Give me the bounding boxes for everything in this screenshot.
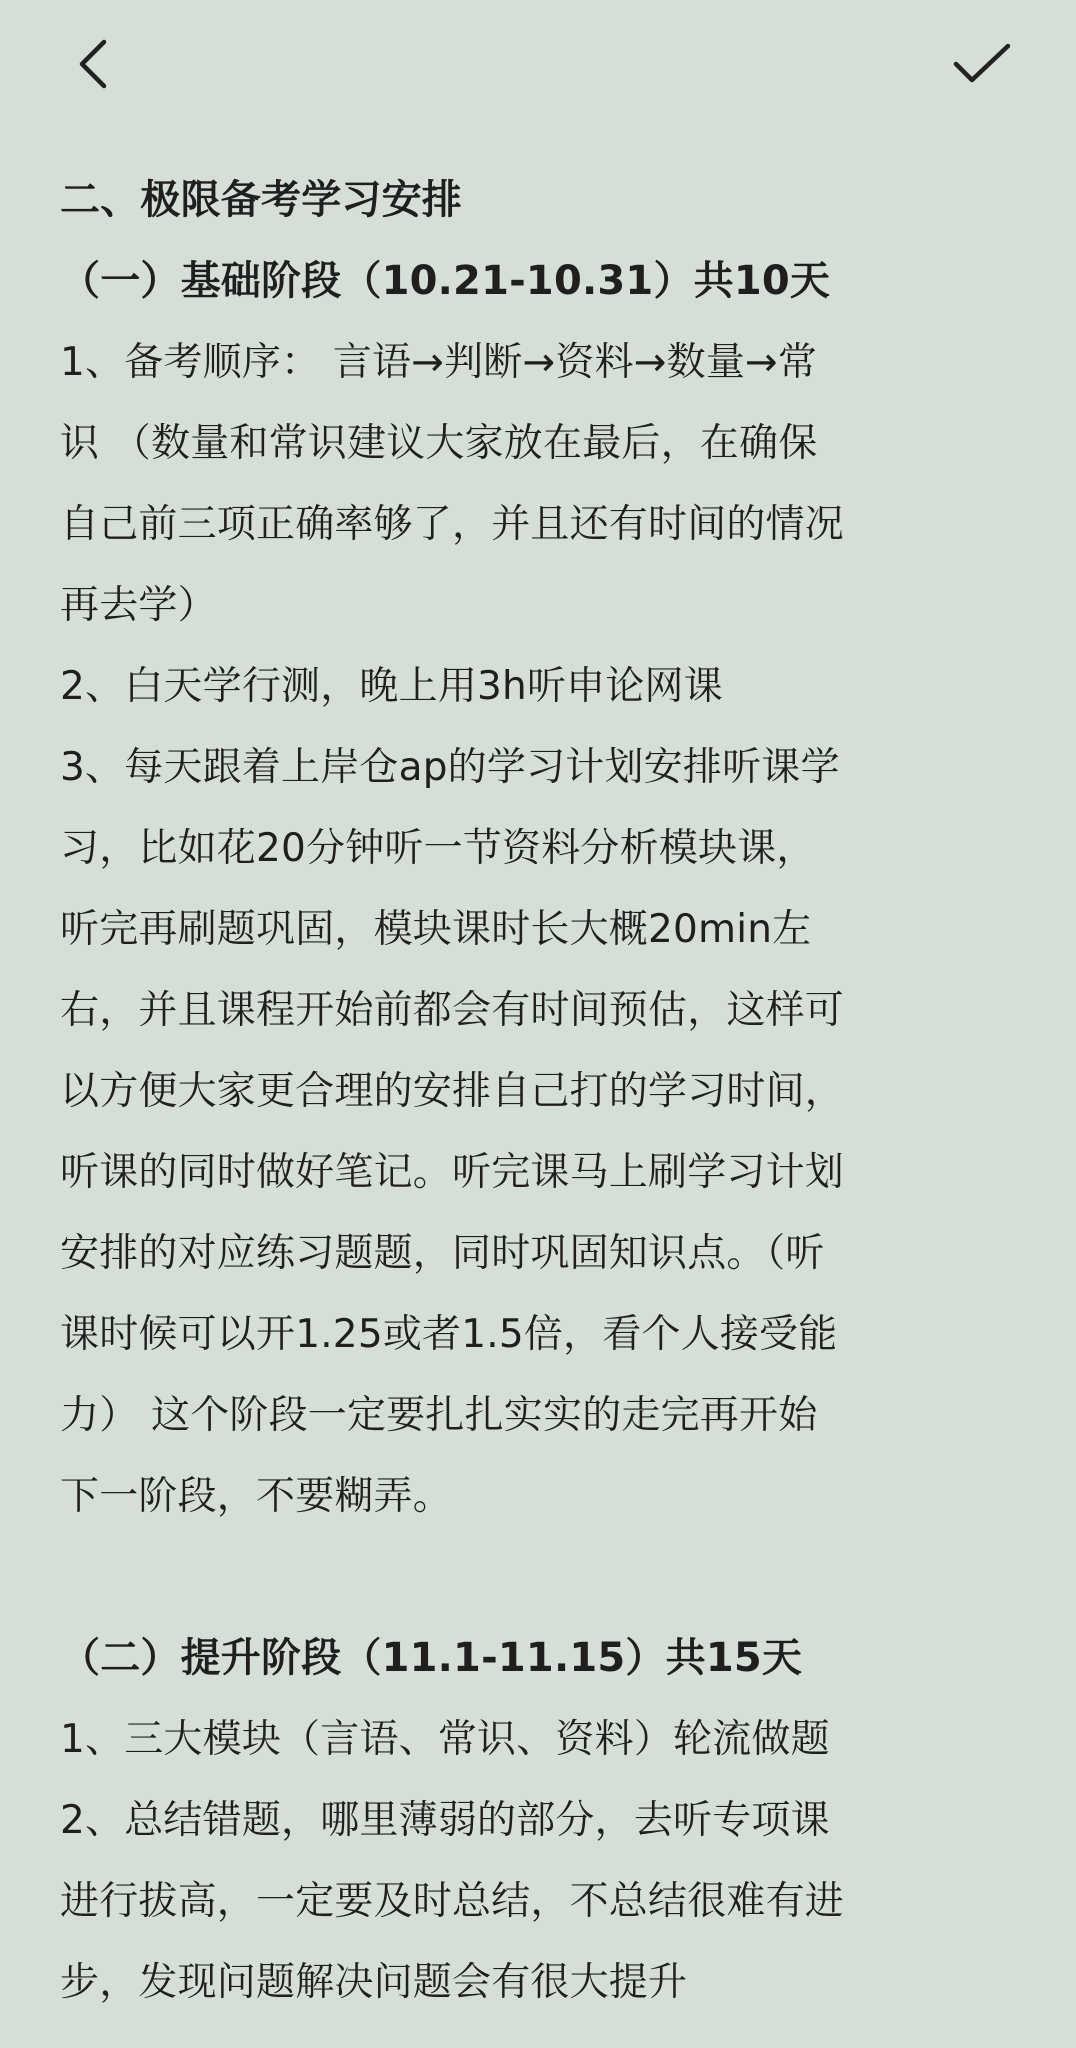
chevron-left-icon: [74, 36, 114, 92]
text-line: 力） 这个阶段一定要扎扎实实的走完再开始: [60, 1393, 818, 1438]
back-button[interactable]: [58, 28, 130, 100]
text-line: 听完再刷题巩固，模块课时长大概20min左: [60, 907, 812, 952]
top-bar: [0, 0, 1076, 150]
checkmark-icon: [952, 40, 1012, 88]
text-line: 再去学）: [60, 583, 217, 628]
text-line: 习，比如花20分钟听一节资料分析模块课，: [60, 826, 816, 871]
section-improve-stage: [60, 1618, 1020, 2023]
blank-line: [60, 1537, 1020, 1618]
text-line: 1、三大模块（言语、常识、资料）轮流做题: [60, 1717, 830, 1762]
text-line: 安排的对应练习题题，同时巩固知识点。（听: [60, 1231, 825, 1276]
text-line: 进行拔高，一定要及时总结，不总结很难有进: [60, 1879, 845, 1924]
section-heading: 二、极限备考学习安排: [60, 177, 462, 223]
text-line: 2、白天学行测，晚上用3h听申论网课: [60, 664, 723, 709]
text-line: 自己前三项正确率够了，并且还有时间的情况: [60, 502, 845, 547]
text-line: 听课的同时做好笔记。听完课马上刷学习计划: [60, 1150, 845, 1195]
text-line: 2、总结错题，哪里薄弱的部分，去听专项课: [60, 1798, 830, 1843]
text-line: 步，发现问题解决问题会有很大提升: [60, 1960, 688, 2005]
section-basic-stage: [60, 241, 1020, 1537]
section-title-improve: （二）提升阶段（11.1-11.15）共15天: [60, 1635, 803, 1681]
text-line: 以方便大家更合理的安排自己打的学习时间，: [60, 1069, 845, 1114]
text-line: 1、备考顺序： 言语→判断→资料→数量→常: [60, 340, 818, 385]
section-title-basic: （一）基础阶段（10.21-10.31）共10天: [60, 258, 831, 304]
note-body[interactable]: [60, 160, 1020, 2023]
text-line: 识 （数量和常识建议大家放在最后，在确保: [60, 421, 818, 466]
text-line: 3、每天跟着上岸仓ap的学习计划安排听课学: [60, 745, 840, 790]
text-line: 课时候可以开1.25或者1.5倍，看个人接受能: [60, 1312, 838, 1357]
done-button[interactable]: [946, 28, 1018, 100]
text-line: 下一阶段，不要糊弄。: [60, 1474, 453, 1519]
text-line: 右，并且课程开始前都会有时间预估，这样可: [60, 988, 845, 1033]
